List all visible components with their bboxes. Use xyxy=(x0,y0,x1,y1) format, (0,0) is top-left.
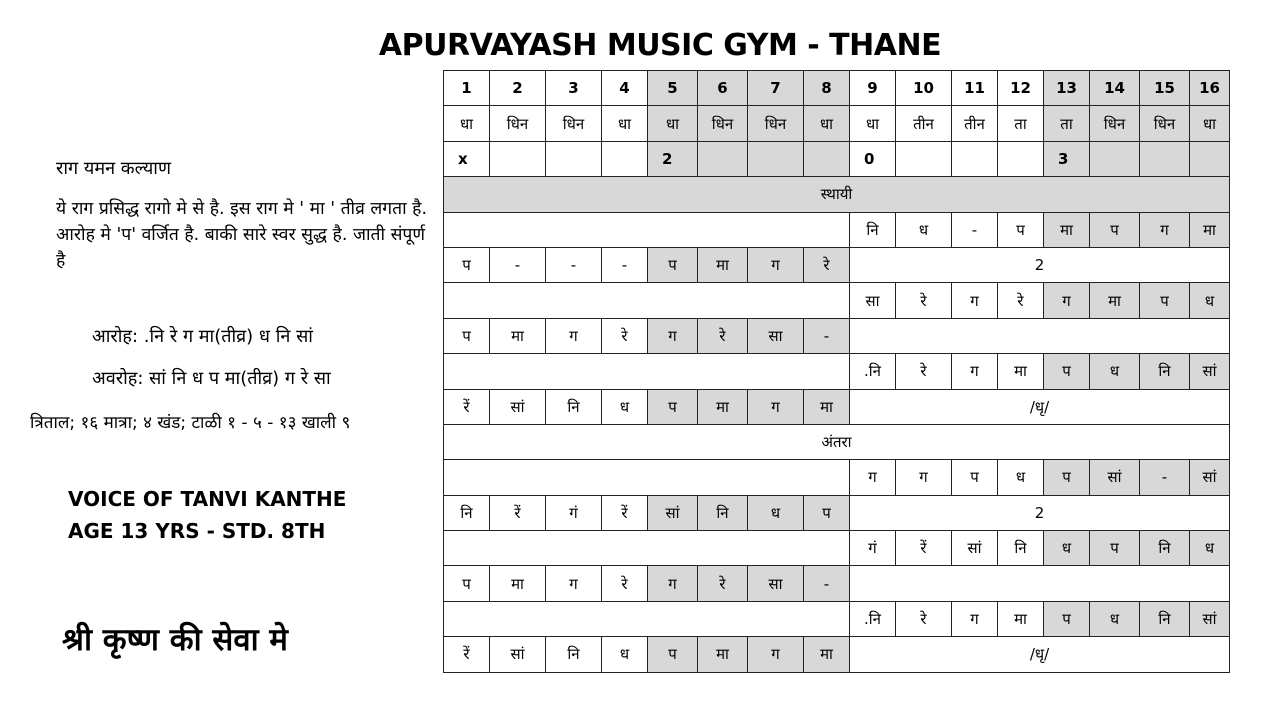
note-cell: ध xyxy=(1090,601,1140,636)
sthayi-row xyxy=(444,354,1230,389)
note-cell: - xyxy=(602,247,648,282)
taali-cell xyxy=(1090,141,1140,176)
taali-cell: x xyxy=(444,141,490,176)
note-cell: ध xyxy=(1190,531,1230,566)
note-cell: नि xyxy=(546,637,602,672)
note-cell: ग xyxy=(748,247,804,282)
bol-row-cell: धिन xyxy=(1140,106,1190,141)
note-cell: ग xyxy=(546,566,602,601)
note-cell: सां xyxy=(490,637,546,672)
sthayi-row xyxy=(444,389,1230,424)
note-cell: मा xyxy=(804,389,850,424)
note-cell: - xyxy=(804,566,850,601)
empty-half xyxy=(444,212,850,247)
bol-row-cell: धा xyxy=(648,106,698,141)
sthayi-header-label: स्थायी xyxy=(444,177,1230,212)
note-cell: रें xyxy=(896,531,952,566)
taali-cell: 0 xyxy=(850,141,896,176)
antara-row xyxy=(444,460,1230,495)
bol-row-cell: धा xyxy=(1190,106,1230,141)
half-label: 2 xyxy=(850,247,1230,282)
right-margin xyxy=(1246,0,1280,720)
aroha-text: आरोह: .नि रे ग मा(तीव्र) ध नि सां xyxy=(92,326,313,347)
note-cell: मा xyxy=(1190,212,1230,247)
note-cell: नि xyxy=(698,495,748,530)
raga-name: राग यमन कल्याण xyxy=(56,158,171,179)
note-cell: प xyxy=(998,212,1044,247)
age-credit: AGE 13 YRS - STD. 8TH xyxy=(68,519,326,543)
antara-row xyxy=(444,495,1230,530)
note-cell: - xyxy=(804,318,850,353)
note-cell: गं xyxy=(546,495,602,530)
note-cell: नि xyxy=(1140,354,1190,389)
beat-number-row-cell: 1 xyxy=(444,71,490,106)
avaroha-text: अवरोह: सां नि ध प मा(तीव्र) ग रे सा xyxy=(92,368,331,389)
empty-half xyxy=(444,460,850,495)
bol-row-cell: धिन xyxy=(698,106,748,141)
note-cell: नि xyxy=(1140,601,1190,636)
raga-description: ये राग प्रसिद्ध रागो मे से है. इस राग मे ' मा ' तीव्र लगता है. आरोह मे 'प' वर्जित है. बाकी सारे स्वर सुद्ध है. जाती संपूर्ण है xyxy=(56,199,428,271)
beat-number-row-cell: 13 xyxy=(1044,71,1090,106)
note-cell: रे xyxy=(998,283,1044,318)
bol-row-cell: तीन xyxy=(896,106,952,141)
note-cell: प xyxy=(1044,354,1090,389)
sthayi-row xyxy=(444,212,1230,247)
note-cell: प xyxy=(1044,460,1090,495)
note-cell: ग xyxy=(748,637,804,672)
note-cell: प xyxy=(444,318,490,353)
note-cell: ग xyxy=(648,318,698,353)
antara-header xyxy=(444,424,1230,459)
note-cell: सां xyxy=(1190,354,1230,389)
taali-row xyxy=(444,141,1230,176)
bol-row-cell: धा xyxy=(850,106,896,141)
note-cell: प xyxy=(1090,212,1140,247)
bol-row-cell: धा xyxy=(804,106,850,141)
beat-number-row xyxy=(444,71,1230,106)
note-cell: प xyxy=(1140,283,1190,318)
bol-row xyxy=(444,106,1230,141)
note-cell: सा xyxy=(850,283,896,318)
taali-cell xyxy=(490,141,546,176)
taali-cell xyxy=(698,141,748,176)
note-cell: मा xyxy=(698,389,748,424)
beat-number-row-cell: 5 xyxy=(648,71,698,106)
taali-cell xyxy=(1190,141,1230,176)
taali-cell xyxy=(546,141,602,176)
note-cell: सा xyxy=(748,566,804,601)
note-cell: रे xyxy=(896,354,952,389)
note-cell: मा xyxy=(490,318,546,353)
note-cell: ध xyxy=(748,495,804,530)
note-cell: सा xyxy=(748,318,804,353)
note-cell: - xyxy=(546,247,602,282)
page-title: APURVAYASH MUSIC GYM - THANE xyxy=(378,28,942,63)
bol-row-cell: धिन xyxy=(1090,106,1140,141)
note-cell: प xyxy=(444,247,490,282)
note-cell: नि xyxy=(1140,531,1190,566)
empty-half xyxy=(444,283,850,318)
note-cell: रें xyxy=(490,495,546,530)
note-cell: मा xyxy=(698,637,748,672)
note-cell: ध xyxy=(1090,354,1140,389)
note-cell: प xyxy=(804,495,850,530)
note-cell: रे xyxy=(602,566,648,601)
note-cell: प xyxy=(1090,531,1140,566)
note-cell: ग xyxy=(1140,212,1190,247)
empty-half xyxy=(444,354,850,389)
note-cell: प xyxy=(648,389,698,424)
bol-row-cell: धिन xyxy=(546,106,602,141)
note-cell: सां xyxy=(1090,460,1140,495)
note-cell: रे xyxy=(896,283,952,318)
note-cell: सां xyxy=(648,495,698,530)
note-cell: रे xyxy=(698,318,748,353)
note-cell: सां xyxy=(952,531,998,566)
note-cell: ध xyxy=(998,460,1044,495)
note-cell: ग xyxy=(952,283,998,318)
note-cell: ग xyxy=(648,566,698,601)
taali-cell xyxy=(804,141,850,176)
taali-cell xyxy=(952,141,998,176)
note-cell: रें xyxy=(444,637,490,672)
beat-number-row-cell: 3 xyxy=(546,71,602,106)
note-cell: ध xyxy=(602,637,648,672)
antara-row xyxy=(444,566,1230,601)
note-cell: ग xyxy=(850,460,896,495)
note-cell: ग xyxy=(952,601,998,636)
bol-row-cell: ता xyxy=(998,106,1044,141)
note-cell: मा xyxy=(490,566,546,601)
dedication-text: श्री कृष्ण की सेवा मे xyxy=(62,622,288,658)
note-cell: ग xyxy=(546,318,602,353)
bol-row-cell: तीन xyxy=(952,106,998,141)
taali-cell xyxy=(602,141,648,176)
beat-number-row-cell: 14 xyxy=(1090,71,1140,106)
antara-header-label: अंतरा xyxy=(444,424,1230,459)
note-cell: मा xyxy=(998,354,1044,389)
antara-row xyxy=(444,637,1230,672)
note-cell: मा xyxy=(698,247,748,282)
note-cell: प xyxy=(444,566,490,601)
taali-cell xyxy=(748,141,804,176)
note-cell: .नि xyxy=(850,354,896,389)
antara-row xyxy=(444,601,1230,636)
tala-text: त्रिताल; १६ मात्रा; ४ खंड; टाळी १ - ५ - १३ खाली ९ xyxy=(30,413,351,433)
voice-credit: VOICE OF TANVI KANTHE xyxy=(68,487,347,511)
beat-number-row-cell: 16 xyxy=(1190,71,1230,106)
taali-cell: 2 xyxy=(648,141,698,176)
half-label: 2 xyxy=(850,495,1230,530)
note-cell: ध xyxy=(1190,283,1230,318)
taali-cell xyxy=(1140,141,1190,176)
note-cell: ग xyxy=(896,460,952,495)
note-cell: सां xyxy=(1190,460,1230,495)
note-cell: ग xyxy=(748,389,804,424)
note-cell: प xyxy=(648,247,698,282)
beat-number-row-cell: 7 xyxy=(748,71,804,106)
note-cell: ध xyxy=(1044,531,1090,566)
note-cell: प xyxy=(1044,601,1090,636)
bol-row-cell: धिन xyxy=(490,106,546,141)
notation-grid xyxy=(443,70,1230,673)
note-cell: मा xyxy=(1090,283,1140,318)
note-cell: ध xyxy=(896,212,952,247)
note-cell: रें xyxy=(602,495,648,530)
beat-number-row-cell: 6 xyxy=(698,71,748,106)
note-cell: गं xyxy=(850,531,896,566)
half-label xyxy=(850,318,1230,353)
note-cell: नि xyxy=(444,495,490,530)
sthayi-header xyxy=(444,177,1230,212)
taali-cell xyxy=(998,141,1044,176)
note-cell: ग xyxy=(1044,283,1090,318)
note-cell: सां xyxy=(1190,601,1230,636)
antara-row xyxy=(444,531,1230,566)
note-cell: रे xyxy=(602,318,648,353)
note-cell: प xyxy=(952,460,998,495)
beat-number-row-cell: 12 xyxy=(998,71,1044,106)
note-cell: नि xyxy=(998,531,1044,566)
note-cell: सां xyxy=(490,389,546,424)
half-label xyxy=(850,566,1230,601)
note-cell: .नि xyxy=(850,601,896,636)
bol-row-cell: ता xyxy=(1044,106,1090,141)
note-cell: - xyxy=(952,212,998,247)
beat-number-row-cell: 4 xyxy=(602,71,648,106)
note-cell: ध xyxy=(602,389,648,424)
bol-row-cell: धा xyxy=(602,106,648,141)
half-label: /धृ/ xyxy=(850,389,1230,424)
note-cell: ग xyxy=(952,354,998,389)
note-cell: रें xyxy=(444,389,490,424)
note-cell: मा xyxy=(1044,212,1090,247)
empty-half xyxy=(444,601,850,636)
empty-half xyxy=(444,531,850,566)
note-cell: - xyxy=(1140,460,1190,495)
beat-number-row-cell: 2 xyxy=(490,71,546,106)
note-cell: मा xyxy=(804,637,850,672)
beat-number-row-cell: 9 xyxy=(850,71,896,106)
bol-row-cell: धिन xyxy=(748,106,804,141)
note-cell: - xyxy=(490,247,546,282)
bol-row-cell: धा xyxy=(444,106,490,141)
note-cell: रे xyxy=(804,247,850,282)
note-cell: रे xyxy=(698,566,748,601)
note-cell: नि xyxy=(546,389,602,424)
sthayi-row xyxy=(444,283,1230,318)
note-cell: रे xyxy=(896,601,952,636)
note-cell: नि xyxy=(850,212,896,247)
beat-number-row-cell: 8 xyxy=(804,71,850,106)
note-cell: प xyxy=(648,637,698,672)
beat-number-row-cell: 10 xyxy=(896,71,952,106)
note-cell: मा xyxy=(998,601,1044,636)
sthayi-row xyxy=(444,318,1230,353)
half-label: /धृ/ xyxy=(850,637,1230,672)
sthayi-row xyxy=(444,247,1230,282)
beat-number-row-cell: 15 xyxy=(1140,71,1190,106)
beat-number-row-cell: 11 xyxy=(952,71,998,106)
taali-cell xyxy=(896,141,952,176)
taali-cell: 3 xyxy=(1044,141,1090,176)
